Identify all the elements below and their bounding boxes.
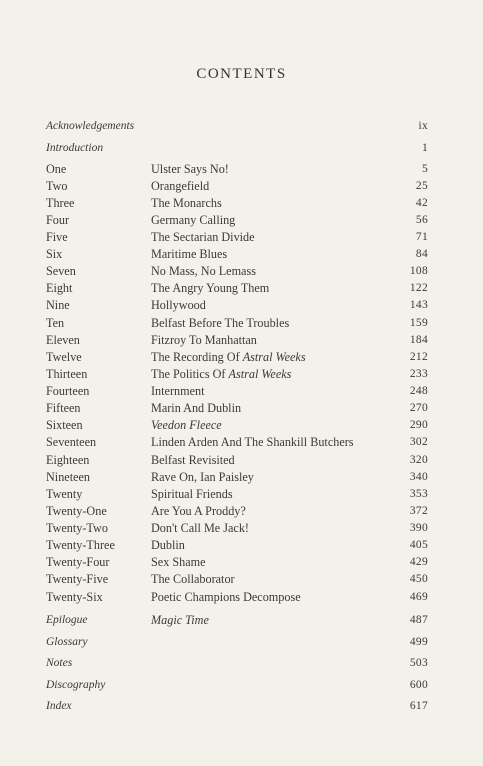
toc-chapter-row[interactable]	[46, 195, 428, 212]
chapter-title: Linden Arden And The Shankill Butchers	[151, 435, 354, 449]
chapter-number: Sixteen	[46, 418, 83, 432]
chapter-page: 340	[409, 471, 428, 483]
chapter-page: 25	[415, 180, 428, 192]
chapter-number: Twenty-One	[46, 504, 107, 518]
toc-entry-epilogue[interactable]	[46, 612, 428, 629]
chapter-page: 233	[409, 368, 428, 380]
toc-page: ix	[418, 120, 428, 132]
toc-label: Discography	[46, 679, 106, 691]
toc-chapter-row[interactable]	[46, 469, 428, 486]
chapter-number: Three	[46, 196, 75, 210]
toc-chapter-row[interactable]	[46, 246, 428, 263]
chapter-title: Sex Shame	[151, 555, 206, 569]
toc-entry-glossary[interactable]	[46, 634, 428, 651]
chapter-page: 302	[409, 436, 428, 448]
toc-chapter-row[interactable]	[46, 383, 428, 400]
chapter-title: No Mass, No Lemass	[151, 264, 256, 278]
chapter-number: Five	[46, 230, 68, 244]
toc-entry-introduction[interactable]	[46, 140, 428, 157]
toc-chapter-row[interactable]	[46, 417, 428, 434]
toc-chapter-row[interactable]	[46, 263, 428, 280]
toc-chapter-row[interactable]	[46, 229, 428, 246]
chapter-page: 42	[415, 197, 428, 209]
chapter-number: Nine	[46, 298, 70, 312]
chapter-title: Are You A Proddy?	[151, 504, 246, 518]
toc-label: Notes	[46, 657, 73, 669]
chapter-title: Spiritual Friends	[151, 487, 233, 501]
toc-chapter-row[interactable]	[46, 554, 428, 571]
toc-chapter-row[interactable]	[46, 315, 428, 332]
chapter-title: Fitzroy To Manhattan	[151, 333, 257, 347]
toc-chapter-row[interactable]	[46, 537, 428, 554]
chapter-title-text: The Politics Of	[151, 367, 229, 381]
toc-chapter-row[interactable]	[46, 212, 428, 229]
chapter-page: 405	[409, 539, 428, 551]
toc-entry-index[interactable]	[46, 698, 428, 715]
chapter-page: 84	[415, 248, 428, 260]
chapter-page: 143	[409, 299, 428, 311]
chapter-page: 390	[409, 522, 428, 534]
chapter-number: Twenty-Five	[46, 572, 109, 586]
chapter-title: Marin And Dublin	[151, 401, 242, 415]
chapter-title: The Sectarian Divide	[151, 230, 255, 244]
chapter-page: 159	[409, 317, 428, 329]
chapter-title: Internment	[151, 384, 205, 398]
chapter-title: Ulster Says No!	[151, 162, 229, 176]
toc-page: 503	[409, 657, 428, 669]
toc-page: 1	[421, 142, 428, 154]
chapter-page: 71	[415, 231, 428, 243]
chapter-title: The Monarchs	[151, 196, 222, 210]
chapter-page: 212	[409, 351, 428, 363]
chapter-page: 184	[409, 334, 428, 346]
chapter-title-italic: Astral Weeks	[228, 367, 292, 381]
chapter-page: 5	[421, 163, 428, 175]
chapter-number: Nineteen	[46, 470, 90, 484]
chapter-page: 108	[409, 265, 428, 277]
chapter-page: 320	[409, 454, 428, 466]
chapter-title: Dublin	[151, 538, 185, 552]
toc-entry-acknowledgements[interactable]	[46, 118, 428, 135]
toc-label: Index	[46, 700, 72, 712]
chapter-title-italic: Astral Weeks	[242, 350, 306, 364]
toc-chapter-row[interactable]	[46, 571, 428, 588]
chapter-title: Orangefield	[151, 179, 210, 193]
toc-title: Magic Time	[151, 613, 209, 627]
toc-entry-notes[interactable]	[46, 655, 428, 672]
chapter-page: 353	[409, 488, 428, 500]
chapter-number: Twenty	[46, 487, 83, 501]
chapter-title	[151, 349, 306, 366]
chapter-number: One	[46, 162, 67, 176]
chapter-page: 290	[409, 419, 428, 431]
chapter-title: Germany Calling	[151, 213, 236, 227]
toc-chapter-row[interactable]	[46, 486, 428, 503]
chapter-title: Belfast Revisited	[151, 453, 235, 467]
chapter-title: Don't Call Me Jack!	[151, 521, 249, 535]
toc-chapter-row[interactable]	[46, 400, 428, 417]
chapter-number: Ten	[46, 316, 65, 330]
toc-chapter-row[interactable]	[46, 452, 428, 469]
toc-label: Glossary	[46, 636, 88, 648]
chapter-title: Belfast Before The Troubles	[151, 316, 290, 330]
chapter-title: The Collaborator	[151, 572, 235, 586]
chapter-page: 122	[409, 282, 428, 294]
toc-page: 487	[409, 614, 428, 626]
chapter-page: 248	[409, 385, 428, 397]
toc-chapter-row[interactable]	[46, 349, 428, 366]
chapter-page: 429	[409, 556, 428, 568]
toc-label: Introduction	[46, 142, 104, 154]
toc-chapter-row[interactable]	[46, 589, 428, 606]
toc-chapter-row[interactable]	[46, 503, 428, 520]
chapter-number: Seventeen	[46, 435, 97, 449]
chapter-page: 450	[409, 573, 428, 585]
chapter-number: Eight	[46, 281, 73, 295]
chapter-number: Twenty-Six	[46, 590, 103, 604]
toc-chapter-row[interactable]	[46, 520, 428, 537]
chapter-number: Eighteen	[46, 453, 90, 467]
toc-entry-discography[interactable]	[46, 677, 428, 694]
chapter-number: Twenty-Four	[46, 555, 110, 569]
chapter-number: Twenty-Two	[46, 521, 108, 535]
chapter-page: 56	[415, 214, 428, 226]
toc-chapter-row[interactable]	[46, 280, 428, 297]
toc-chapter-row[interactable]	[46, 297, 428, 314]
toc-page: 617	[409, 700, 428, 712]
toc-chapter-row[interactable]	[46, 366, 428, 383]
chapter-title: Hollywood	[151, 298, 206, 312]
chapter-number: Four	[46, 213, 70, 227]
chapter-title: Veedon Fleece	[151, 418, 222, 432]
chapter-number: Eleven	[46, 333, 80, 347]
page-title: CONTENTS	[196, 66, 287, 82]
toc-chapter-row[interactable]	[46, 332, 428, 349]
chapter-number: Six	[46, 247, 63, 261]
chapter-page: 469	[409, 591, 428, 603]
chapter-page: 270	[409, 402, 428, 414]
toc-chapter-row[interactable]	[46, 178, 428, 195]
chapter-number: Fourteen	[46, 384, 90, 398]
chapter-number: Two	[46, 179, 68, 193]
chapter-number: Fifteen	[46, 401, 81, 415]
chapter-number: Seven	[46, 264, 76, 278]
toc-page: 499	[409, 636, 428, 648]
toc-label: Epilogue	[46, 614, 88, 626]
toc-page: 600	[409, 679, 428, 691]
chapter-title: Rave On, Ian Paisley	[151, 470, 254, 484]
toc-chapter-row[interactable]	[46, 434, 428, 451]
chapter-title: The Angry Young Them	[151, 281, 270, 295]
chapter-number: Twenty-Three	[46, 538, 115, 552]
chapter-number: Twelve	[46, 350, 82, 364]
chapter-title: Poetic Champions Decompose	[151, 590, 301, 604]
chapter-page: 372	[409, 505, 428, 517]
chapter-number: Thirteen	[46, 367, 88, 381]
chapter-title: Maritime Blues	[151, 247, 228, 261]
chapter-title-text: The Recording Of	[151, 350, 243, 364]
toc-label: Acknowledgements	[46, 120, 135, 132]
chapter-title	[151, 366, 291, 383]
toc-chapter-row[interactable]	[46, 161, 428, 178]
